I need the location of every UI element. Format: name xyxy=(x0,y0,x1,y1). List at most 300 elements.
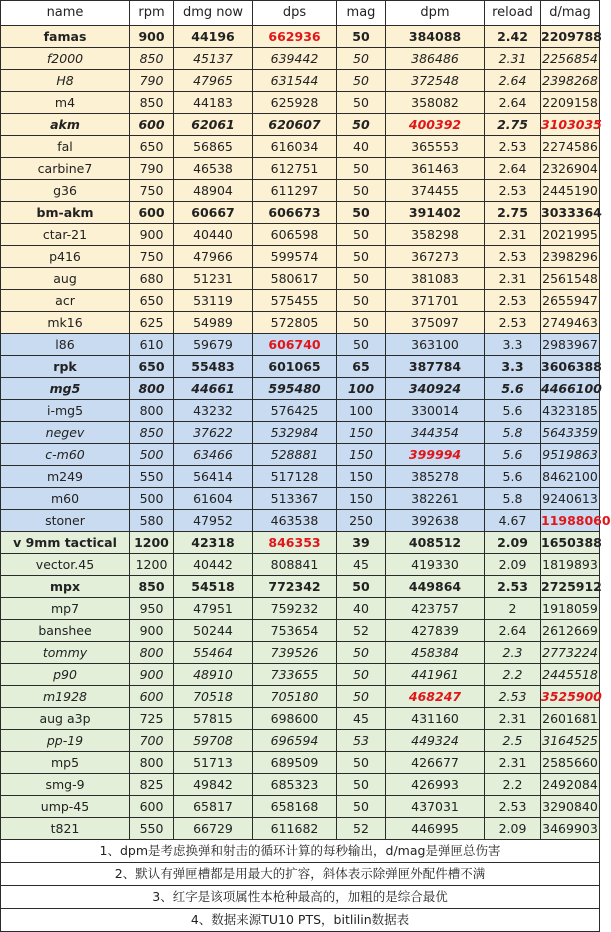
cell-name: carbine7 xyxy=(1,158,130,180)
cell-dps: 517128 xyxy=(253,466,337,488)
cell-rpm: 700 xyxy=(130,730,174,752)
cell-name: l86 xyxy=(1,334,130,356)
cell-mag: 50 xyxy=(337,752,386,774)
cell-dps: 698600 xyxy=(253,708,337,730)
cell-reload: 2.64 xyxy=(485,158,541,180)
cell-dmg-now: 42318 xyxy=(174,532,253,554)
cell-d-mag: 2445190 xyxy=(541,180,600,202)
cell-mag: 50 xyxy=(337,48,386,70)
cell-mag: 50 xyxy=(337,774,386,796)
cell-dmg-now: 51713 xyxy=(174,752,253,774)
table-row xyxy=(1,268,600,290)
cell-d-mag: 2256854 xyxy=(541,48,600,70)
cell-name: aug a3p xyxy=(1,708,130,730)
cell-dmg-now: 44196 xyxy=(174,26,253,48)
cell-d-mag: 2492084 xyxy=(541,774,600,796)
cell-reload: 3.3 xyxy=(485,356,541,378)
table-row xyxy=(1,136,600,158)
cell-dmg-now: 44183 xyxy=(174,92,253,114)
cell-dmg-now: 61604 xyxy=(174,488,253,510)
cell-dpm: 431160 xyxy=(386,708,485,730)
cell-dpm: 340924 xyxy=(386,378,485,400)
cell-dpm: 426993 xyxy=(386,774,485,796)
cell-dpm: 365553 xyxy=(386,136,485,158)
cell-d-mag: 9519863 xyxy=(541,444,600,466)
cell-name: m4 xyxy=(1,92,130,114)
note-row xyxy=(1,886,600,909)
table-row xyxy=(1,444,600,466)
cell-dpm: 458384 xyxy=(386,642,485,664)
cell-dmg-now: 66729 xyxy=(174,818,253,840)
cell-mag: 50 xyxy=(337,576,386,598)
cell-name: i-mg5 xyxy=(1,400,130,422)
cell-dmg-now: 54518 xyxy=(174,576,253,598)
table-row xyxy=(1,510,600,532)
cell-dmg-now: 65817 xyxy=(174,796,253,818)
cell-dps: 662936 xyxy=(253,26,337,48)
cell-name: f2000 xyxy=(1,48,130,70)
cell-dpm: 385278 xyxy=(386,466,485,488)
table-row xyxy=(1,664,600,686)
cell-dps: 753654 xyxy=(253,620,337,642)
cell-d-mag: 2612669 xyxy=(541,620,600,642)
cell-dmg-now: 55483 xyxy=(174,356,253,378)
table-row xyxy=(1,620,600,642)
table-row xyxy=(1,576,600,598)
cell-reload: 2.64 xyxy=(485,92,541,114)
cell-rpm: 750 xyxy=(130,246,174,268)
cell-name: mpx xyxy=(1,576,130,598)
note-text: 4、数据来源TU10 PTS，bitlilin数据表 xyxy=(1,909,600,932)
cell-reload: 2.75 xyxy=(485,114,541,136)
cell-reload: 2.53 xyxy=(485,576,541,598)
cell-dpm: 423757 xyxy=(386,598,485,620)
cell-dpm: 408512 xyxy=(386,532,485,554)
cell-mag: 50 xyxy=(337,268,386,290)
notes-section xyxy=(1,840,600,932)
cell-rpm: 900 xyxy=(130,620,174,642)
cell-dpm: 392638 xyxy=(386,510,485,532)
cell-rpm: 850 xyxy=(130,576,174,598)
cell-name: vector.45 xyxy=(1,554,130,576)
cell-rpm: 790 xyxy=(130,158,174,180)
cell-reload: 3.3 xyxy=(485,334,541,356)
cell-rpm: 580 xyxy=(130,510,174,532)
cell-d-mag: 3033364 xyxy=(541,202,600,224)
cell-dpm: 449864 xyxy=(386,576,485,598)
cell-dmg-now: 49842 xyxy=(174,774,253,796)
cell-reload: 2.2 xyxy=(485,664,541,686)
cell-name: ump-45 xyxy=(1,796,130,818)
table-row xyxy=(1,422,600,444)
table-row xyxy=(1,224,600,246)
cell-dmg-now: 59708 xyxy=(174,730,253,752)
cell-mag: 250 xyxy=(337,510,386,532)
cell-mag: 50 xyxy=(337,686,386,708)
cell-dpm: 367273 xyxy=(386,246,485,268)
table-row xyxy=(1,532,600,554)
cell-name: tommy xyxy=(1,642,130,664)
cell-name: g36 xyxy=(1,180,130,202)
cell-dps: 772342 xyxy=(253,576,337,598)
cell-reload: 2.53 xyxy=(485,312,541,334)
cell-name: akm xyxy=(1,114,130,136)
cell-rpm: 750 xyxy=(130,180,174,202)
cell-dps: 631544 xyxy=(253,70,337,92)
cell-dmg-now: 60667 xyxy=(174,202,253,224)
cell-name: stoner xyxy=(1,510,130,532)
header-mag: mag xyxy=(337,1,386,26)
cell-reload: 5.6 xyxy=(485,466,541,488)
cell-dpm: 427839 xyxy=(386,620,485,642)
table-body xyxy=(1,26,611,840)
cell-dpm: 361463 xyxy=(386,158,485,180)
cell-d-mag: 2398268 xyxy=(541,70,600,92)
cell-dpm: 449324 xyxy=(386,730,485,752)
cell-reload: 2.53 xyxy=(485,246,541,268)
cell-rpm: 1200 xyxy=(130,554,174,576)
cell-dps: 599574 xyxy=(253,246,337,268)
cell-dps: 846353 xyxy=(253,532,337,554)
table-row xyxy=(1,378,600,400)
cell-dmg-now: 44661 xyxy=(174,378,253,400)
cell-mag: 50 xyxy=(337,180,386,202)
cell-dpm: 446995 xyxy=(386,818,485,840)
cell-dmg-now: 40442 xyxy=(174,554,253,576)
cell-reload: 5.6 xyxy=(485,378,541,400)
table-row xyxy=(1,312,600,334)
cell-mag: 65 xyxy=(337,356,386,378)
cell-dmg-now: 55464 xyxy=(174,642,253,664)
cell-name: p90 xyxy=(1,664,130,686)
cell-name: mg5 xyxy=(1,378,130,400)
cell-rpm: 800 xyxy=(130,642,174,664)
cell-rpm: 800 xyxy=(130,752,174,774)
table-row xyxy=(1,686,600,708)
cell-d-mag: 3525900 xyxy=(541,686,600,708)
cell-dpm: 391402 xyxy=(386,202,485,224)
cell-name: banshee xyxy=(1,620,130,642)
note-text: 2、默认有弹匣槽都是用最大的扩容，斜体表示除弹匣外配件槽不满 xyxy=(1,863,600,886)
table-row xyxy=(1,92,600,114)
cell-mag: 45 xyxy=(337,554,386,576)
cell-name: m60 xyxy=(1,488,130,510)
cell-d-mag: 3606388 xyxy=(541,356,600,378)
cell-rpm: 610 xyxy=(130,334,174,356)
cell-dps: 528881 xyxy=(253,444,337,466)
cell-name: aug xyxy=(1,268,130,290)
cell-d-mag: 1918059 xyxy=(541,598,600,620)
note-text: 1、dpm是考虑换弹和射击的循环计算的每秒输出，d/mag是弹匣总伤害 xyxy=(1,840,600,863)
cell-d-mag: 2983967 xyxy=(541,334,600,356)
cell-rpm: 680 xyxy=(130,268,174,290)
cell-dps: 580617 xyxy=(253,268,337,290)
cell-d-mag: 3164525 xyxy=(541,730,600,752)
table-row xyxy=(1,48,600,70)
table-row xyxy=(1,598,600,620)
cell-reload: 2.53 xyxy=(485,136,541,158)
cell-d-mag: 8462100 xyxy=(541,466,600,488)
cell-name: smg-9 xyxy=(1,774,130,796)
cell-dps: 685323 xyxy=(253,774,337,796)
table-row xyxy=(1,158,600,180)
cell-d-mag: 2725912 xyxy=(541,576,600,598)
cell-rpm: 850 xyxy=(130,92,174,114)
cell-dpm: 386486 xyxy=(386,48,485,70)
cell-mag: 50 xyxy=(337,664,386,686)
cell-dps: 689509 xyxy=(253,752,337,774)
cell-mag: 52 xyxy=(337,620,386,642)
cell-reload: 2.42 xyxy=(485,26,541,48)
cell-dps: 601065 xyxy=(253,356,337,378)
cell-rpm: 900 xyxy=(130,664,174,686)
cell-dps: 575455 xyxy=(253,290,337,312)
cell-reload: 2.09 xyxy=(485,532,541,554)
cell-mag: 50 xyxy=(337,114,386,136)
cell-dps: 658168 xyxy=(253,796,337,818)
cell-reload: 2.53 xyxy=(485,686,541,708)
cell-reload: 2.09 xyxy=(485,818,541,840)
cell-mag: 50 xyxy=(337,796,386,818)
cell-name: mp7 xyxy=(1,598,130,620)
cell-d-mag: 2585660 xyxy=(541,752,600,774)
cell-mag: 50 xyxy=(337,92,386,114)
cell-dmg-now: 47966 xyxy=(174,246,253,268)
table-row xyxy=(1,774,600,796)
header-dmg-now: dmg now xyxy=(174,1,253,26)
cell-reload: 2.53 xyxy=(485,796,541,818)
table-row xyxy=(1,488,600,510)
cell-rpm: 800 xyxy=(130,400,174,422)
cell-d-mag: 2773224 xyxy=(541,642,600,664)
cell-mag: 150 xyxy=(337,422,386,444)
cell-mag: 40 xyxy=(337,136,386,158)
cell-dps: 611297 xyxy=(253,180,337,202)
cell-dmg-now: 56414 xyxy=(174,466,253,488)
table-row xyxy=(1,466,600,488)
header-name: name xyxy=(1,1,130,26)
table-row xyxy=(1,180,600,202)
note-text: 3、红字是该项属性本枪种最高的，加粗的是综合最优 xyxy=(1,886,600,909)
cell-name: negev xyxy=(1,422,130,444)
cell-dpm: 426677 xyxy=(386,752,485,774)
table-row xyxy=(1,246,600,268)
cell-name: famas xyxy=(1,26,130,48)
cell-rpm: 550 xyxy=(130,818,174,840)
cell-d-mag: 2561548 xyxy=(541,268,600,290)
cell-mag: 39 xyxy=(337,532,386,554)
cell-mag: 100 xyxy=(337,378,386,400)
cell-mag: 50 xyxy=(337,246,386,268)
table-row xyxy=(1,334,600,356)
cell-reload: 2.09 xyxy=(485,554,541,576)
note-row xyxy=(1,863,600,886)
cell-dps: 616034 xyxy=(253,136,337,158)
cell-reload: 2.53 xyxy=(485,180,541,202)
cell-mag: 50 xyxy=(337,642,386,664)
cell-dps: 532984 xyxy=(253,422,337,444)
table-row xyxy=(1,642,600,664)
cell-dmg-now: 46538 xyxy=(174,158,253,180)
cell-rpm: 800 xyxy=(130,378,174,400)
cell-reload: 2.31 xyxy=(485,752,541,774)
cell-dmg-now: 43232 xyxy=(174,400,253,422)
cell-reload: 2.5 xyxy=(485,730,541,752)
cell-rpm: 650 xyxy=(130,136,174,158)
cell-d-mag: 1650388 xyxy=(541,532,600,554)
header-d-mag: d/mag xyxy=(541,1,600,26)
header-reload: reload xyxy=(485,1,541,26)
cell-dmg-now: 48904 xyxy=(174,180,253,202)
cell-mag: 45 xyxy=(337,708,386,730)
cell-rpm: 725 xyxy=(130,708,174,730)
cell-d-mag: 4323185 xyxy=(541,400,600,422)
table-row xyxy=(1,796,600,818)
cell-reload: 2.3 xyxy=(485,642,541,664)
cell-reload: 2 xyxy=(485,598,541,620)
cell-d-mag: 2445518 xyxy=(541,664,600,686)
cell-name: pp-19 xyxy=(1,730,130,752)
cell-reload: 5.8 xyxy=(485,488,541,510)
cell-dpm: 441961 xyxy=(386,664,485,686)
table-row xyxy=(1,708,600,730)
cell-dpm: 374455 xyxy=(386,180,485,202)
cell-dpm: 363100 xyxy=(386,334,485,356)
cell-d-mag: 11988060 xyxy=(541,510,600,532)
cell-mag: 52 xyxy=(337,818,386,840)
cell-dmg-now: 48910 xyxy=(174,664,253,686)
cell-dmg-now: 53119 xyxy=(174,290,253,312)
table-row xyxy=(1,356,600,378)
table-row xyxy=(1,26,600,48)
cell-d-mag: 9240613 xyxy=(541,488,600,510)
cell-rpm: 850 xyxy=(130,422,174,444)
cell-d-mag: 2021995 xyxy=(541,224,600,246)
cell-mag: 150 xyxy=(337,444,386,466)
cell-dps: 611682 xyxy=(253,818,337,840)
cell-reload: 5.6 xyxy=(485,400,541,422)
cell-mag: 50 xyxy=(337,26,386,48)
cell-dmg-now: 40440 xyxy=(174,224,253,246)
cell-dps: 463538 xyxy=(253,510,337,532)
cell-rpm: 790 xyxy=(130,70,174,92)
cell-name: mp5 xyxy=(1,752,130,774)
cell-dpm: 382261 xyxy=(386,488,485,510)
cell-name: mk16 xyxy=(1,312,130,334)
cell-dpm: 387784 xyxy=(386,356,485,378)
cell-rpm: 900 xyxy=(130,224,174,246)
table-row xyxy=(1,400,600,422)
cell-dpm: 468247 xyxy=(386,686,485,708)
cell-dps: 576425 xyxy=(253,400,337,422)
cell-dpm: 400392 xyxy=(386,114,485,136)
cell-rpm: 500 xyxy=(130,488,174,510)
cell-mag: 50 xyxy=(337,70,386,92)
cell-dps: 733655 xyxy=(253,664,337,686)
cell-name: v 9mm tactical xyxy=(1,532,130,554)
table-row xyxy=(1,114,600,136)
note-row xyxy=(1,840,600,863)
cell-mag: 40 xyxy=(337,598,386,620)
cell-rpm: 825 xyxy=(130,774,174,796)
cell-mag: 100 xyxy=(337,400,386,422)
cell-mag: 50 xyxy=(337,202,386,224)
cell-d-mag: 2274586 xyxy=(541,136,600,158)
cell-dpm: 371701 xyxy=(386,290,485,312)
cell-name: bm-akm xyxy=(1,202,130,224)
cell-d-mag: 2749463 xyxy=(541,312,600,334)
cell-reload: 2.31 xyxy=(485,48,541,70)
cell-dps: 808841 xyxy=(253,554,337,576)
table-row xyxy=(1,752,600,774)
cell-reload: 2.31 xyxy=(485,224,541,246)
cell-dps: 639442 xyxy=(253,48,337,70)
header-rpm: rpm xyxy=(130,1,174,26)
cell-dpm: 358082 xyxy=(386,92,485,114)
cell-rpm: 625 xyxy=(130,312,174,334)
cell-dps: 606740 xyxy=(253,334,337,356)
cell-d-mag: 2209788 xyxy=(541,26,600,48)
cell-reload: 2.31 xyxy=(485,268,541,290)
cell-d-mag: 3103035 xyxy=(541,114,600,136)
cell-dmg-now: 70518 xyxy=(174,686,253,708)
cell-dps: 625928 xyxy=(253,92,337,114)
cell-name: fal xyxy=(1,136,130,158)
table-row xyxy=(1,554,600,576)
cell-name: acr xyxy=(1,290,130,312)
cell-rpm: 950 xyxy=(130,598,174,620)
cell-mag: 50 xyxy=(337,312,386,334)
cell-dps: 606598 xyxy=(253,224,337,246)
cell-reload: 2.2 xyxy=(485,774,541,796)
cell-reload: 2.53 xyxy=(485,290,541,312)
table-row xyxy=(1,818,600,840)
cell-dps: 612751 xyxy=(253,158,337,180)
cell-rpm: 550 xyxy=(130,466,174,488)
cell-dmg-now: 51231 xyxy=(174,268,253,290)
cell-dpm: 399994 xyxy=(386,444,485,466)
cell-dpm: 344354 xyxy=(386,422,485,444)
cell-mag: 150 xyxy=(337,466,386,488)
cell-dmg-now: 59679 xyxy=(174,334,253,356)
table-row xyxy=(1,290,600,312)
cell-rpm: 600 xyxy=(130,686,174,708)
cell-name: ctar-21 xyxy=(1,224,130,246)
cell-mag: 50 xyxy=(337,290,386,312)
cell-dpm: 330014 xyxy=(386,400,485,422)
cell-reload: 5.8 xyxy=(485,422,541,444)
cell-dmg-now: 37622 xyxy=(174,422,253,444)
cell-dps: 513367 xyxy=(253,488,337,510)
cell-dmg-now: 45137 xyxy=(174,48,253,70)
cell-dps: 620607 xyxy=(253,114,337,136)
cell-mag: 53 xyxy=(337,730,386,752)
cell-reload: 4.67 xyxy=(485,510,541,532)
cell-d-mag: 5643359 xyxy=(541,422,600,444)
cell-name: m1928 xyxy=(1,686,130,708)
cell-mag: 50 xyxy=(337,224,386,246)
cell-dmg-now: 47952 xyxy=(174,510,253,532)
cell-d-mag: 2326904 xyxy=(541,158,600,180)
cell-dmg-now: 47951 xyxy=(174,598,253,620)
cell-dmg-now: 57815 xyxy=(174,708,253,730)
cell-d-mag: 3469903 xyxy=(541,818,600,840)
cell-rpm: 1200 xyxy=(130,532,174,554)
header-dps: dps xyxy=(253,1,337,26)
cell-rpm: 600 xyxy=(130,114,174,136)
cell-mag: 50 xyxy=(337,334,386,356)
cell-dpm: 384088 xyxy=(386,26,485,48)
